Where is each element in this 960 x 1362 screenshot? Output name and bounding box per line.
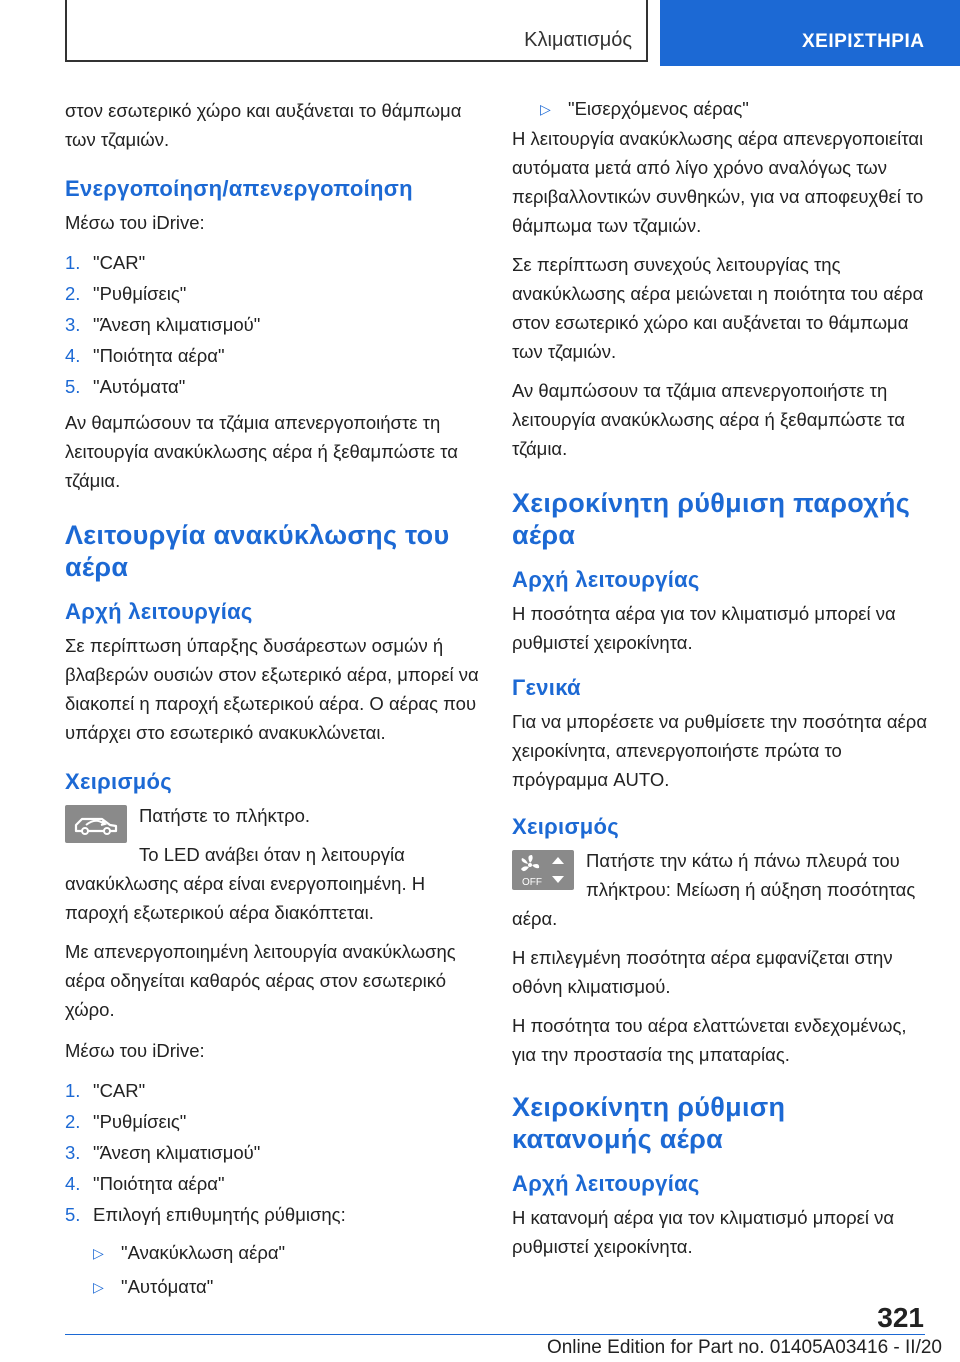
- right-column: [512, 96, 932, 1271]
- list-item: 2. "Ρυθμίσεις": [65, 283, 187, 304]
- list-item: ▷ "Ανακύκλωση αέρα": [93, 1236, 485, 1270]
- edition-text: Online Edition for Part no. 01405A03416 - II/20: [546, 1337, 942, 1358]
- chapter-box: [65, 0, 648, 62]
- paragraph: Για να μπορέσετε να ρυθμίσετε την ποσότητα αέρα χειροκίνητα, απενεργοποιήστε πρώτα το πρόγραμμα AUTO.: [512, 711, 928, 790]
- fan-off-label: OFF: [522, 877, 542, 888]
- heading-manual-air-flow: Χειροκίνητη ρύθμιση παροχής αέρα: [512, 488, 911, 550]
- steps-list-2: [65, 1075, 485, 1230]
- list-item: ▷ "Εισερχόμενος αέρας": [540, 96, 932, 122]
- paragraph: Η κατανομή αέρα για τον κλιματισμό μπορεί να ρυθμιστεί χειροκίνητα.: [512, 1207, 895, 1257]
- list-item: 5. Επιλογή επιθυμητής ρύθμισης:: [65, 1204, 346, 1225]
- fan-button-icon: [512, 850, 574, 890]
- list-item: 4. "Ποιότητα αέρα": [65, 1173, 225, 1194]
- paragraph: Η ποσότητα αέρα για τον κλιματισμό μπορεί να ρυθμιστεί χειροκίνητα.: [512, 603, 896, 653]
- list-item: 3. "Άνεση κλιματισμού": [65, 1142, 261, 1163]
- operation-block: [65, 801, 485, 927]
- heading-activate: Ενεργοποίηση/απενεργοποίηση: [65, 176, 413, 201]
- paragraph: Το LED ανάβει όταν η λειτουργία ανακύκλωσης αέρα είναι ενεργοποιημένη. Η παροχή εξωτερικού αέρα διακόπτεται.: [65, 844, 426, 923]
- paragraph: Η λειτουργία ανακύκλωσης αέρα απενεργοποιείται αυτόματα μετά από λίγο χρόνο αναλόγως των περιβαλλοντικών συνθηκών, για να αποφευχθεί το θάμπωμα των τζαμιών.: [512, 128, 924, 236]
- page-number: 321: [877, 1302, 924, 1333]
- page-footer: [0, 1290, 960, 1362]
- paragraph: Με απενεργοποιημένη λειτουργία ανακύκλωσης αέρα οδηγείται καθαρός αέρας στον εσωτερικό χώρο.: [65, 941, 456, 1020]
- paragraph: Αν θαμπώσουν τα τζάμια απενεργοποιήστε τη λειτουργία ανακύκλωσης αέρα ή ξεθαμπώστε τα τζάμια.: [65, 412, 458, 491]
- paragraph: Πατήστε το πλήκτρο.: [139, 805, 311, 826]
- list-item: 5. "Αυτόματα": [65, 376, 186, 397]
- heading-principle: Αρχή λειτουργίας: [65, 599, 253, 624]
- paragraph: Η ποσότητα του αέρα ελαττώνεται ενδεχομένως, για την προστασία της μπαταρίας.: [512, 1015, 907, 1065]
- heading-principle: Αρχή λειτουργίας: [512, 567, 700, 592]
- list-item: 4. "Ποιότητα αέρα": [65, 345, 225, 366]
- triangle-bullet-icon: ▷: [93, 1279, 104, 1295]
- list-item: 3. "Άνεση κλιματισμού": [65, 314, 261, 335]
- section-tab: [660, 0, 960, 66]
- left-column: [65, 96, 485, 1312]
- fan-operation-block: [512, 846, 932, 933]
- footer-divider: [65, 1334, 925, 1335]
- heading-general: Γενικά: [512, 675, 581, 700]
- heading-principle: Αρχή λειτουργίας: [512, 1171, 700, 1196]
- paragraph: Η επιλεγμένη ποσότητα αέρα εμφανίζεται στην οθόνη κλιματισμού.: [512, 947, 893, 997]
- sub-options-list-cont: [512, 96, 932, 122]
- recirculation-button-icon: [65, 805, 127, 843]
- section-title: ΧΕΙΡΙΣΤΗΡΙΑ: [802, 31, 925, 52]
- paragraph: στον εσωτερικό χώρο και αυξάνεται το θάμπωμα των τζαμιών.: [65, 100, 462, 150]
- triangle-bullet-icon: ▷: [540, 101, 551, 117]
- page-header: [0, 0, 960, 66]
- heading-operation: Χειρισμός: [65, 769, 173, 794]
- list-item: 2. "Ρυθμίσεις": [65, 1111, 187, 1132]
- heading-operation: Χειρισμός: [512, 814, 620, 839]
- list-item: 1. "CAR": [65, 1080, 146, 1101]
- heading-manual-air-distribution: Χειροκίνητη ρύθμιση κατανομής αέρα: [512, 1092, 786, 1154]
- list-item: 1. "CAR": [65, 252, 146, 273]
- triangle-bullet-icon: ▷: [93, 1245, 104, 1261]
- chapter-title: Κλιματισμός: [524, 29, 632, 51]
- list-item: ▷ "Αυτόματα": [93, 1270, 485, 1304]
- heading-recirculation: Λειτουργία ανακύκλωσης του αέρα: [65, 520, 450, 582]
- paragraph: Μέσω του iDrive:: [65, 212, 205, 233]
- paragraph: Σε περίπτωση συνεχούς λειτουργίας της ανακύκλωσης αέρα μειώνεται η ποιότητα του αέρα στον εσωτερικό χώρο και αυξάνεται το θάμπωμα των τζαμιών.: [512, 254, 924, 362]
- paragraph: Αν θαμπώσουν τα τζάμια απενεργοποιήστε τη λειτουργία ανακύκλωσης αέρα ή ξεθαμπώστε τα τζάμια.: [512, 380, 905, 459]
- steps-list-1: [65, 247, 485, 402]
- paragraph: Πατήστε την κάτω ή πάνω πλευρά του πλήκτρου: Μείωση ή αύξηση ποσότητας αέρα.: [512, 850, 916, 929]
- paragraph: Μέσω του iDrive:: [65, 1040, 205, 1061]
- paragraph: Σε περίπτωση ύπαρξης δυσάρεστων οσμών ή βλαβερών ουσιών στον εξωτερικό αέρα, μπορεί να διακοπεί η παροχή εξωτερικού αέρα. Ο αέρας που υπάρχει στο εσωτερικό ανακυκλώνεται.: [65, 635, 479, 743]
